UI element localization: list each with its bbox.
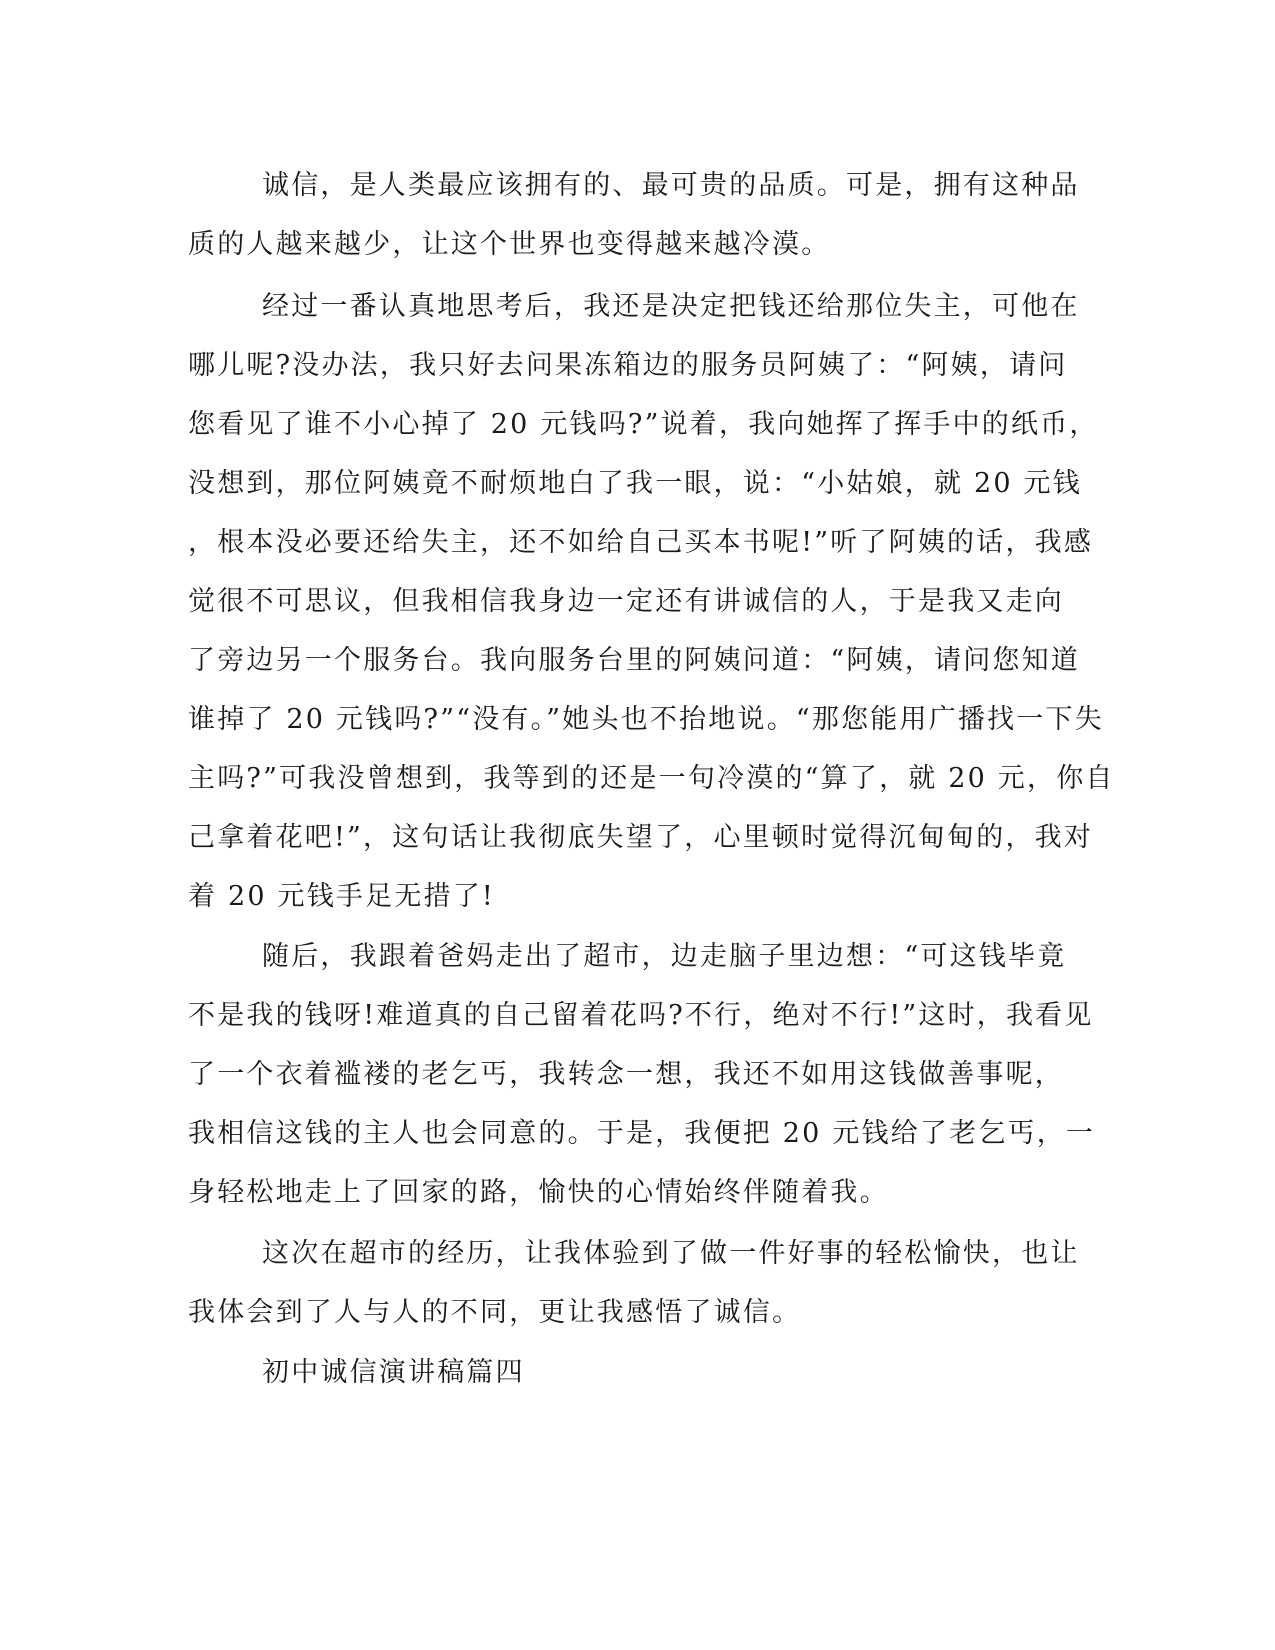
section-heading: 初中诚信演讲稿篇四: [262, 1357, 525, 1388]
paragraph-1-line-1: 诚信，是人类最应该拥有的、最可贵的品质。可是，拥有这种品: [262, 170, 1080, 201]
paragraph-2-line-9: 主吗?”可我没曾想到，我等到的还是一句冷漠的“算了，就 20 元，你自: [188, 763, 1115, 794]
paragraph-4-line-1: 这次在超市的经历，让我体验到了做一件好事的轻松愉快，也让: [262, 1238, 1080, 1269]
paragraph-3-line-1: 随后，我跟着爸妈走出了超市，边走脑子里边想：“可这钱毕竟: [262, 941, 1067, 972]
paragraph-3-line-4: 我相信这钱的主人也会同意的。于是，我便把 20 元钱给了老乞丐，一: [188, 1118, 1096, 1149]
paragraph-2-line-11: 着 20 元钱手足无措了!: [188, 881, 495, 912]
paragraph-2-line-7: 了旁边另一个服务台。我向服务台里的阿姨问道：“阿姨，请问您知道: [188, 645, 1081, 676]
paragraph-2-line-3: 您看见了谁不小心掉了 20 元钱吗?”说着，我向她挥了挥手中的纸币，: [188, 409, 1099, 440]
paragraph-2-line-1: 经过一番认真地思考后，我还是决定把钱还给那位失主，可他在: [262, 291, 1080, 322]
paragraph-2-line-2: 哪儿呢?没办法，我只好去问果冻箱边的服务员阿姨了：“阿姨，请问: [188, 350, 1068, 381]
paragraph-2-line-5: ，根本没必要还给失主，还不如给自己买本书呢!”听了阿姨的话，我感: [188, 527, 1094, 558]
paragraph-2-line-6: 觉很不可思议，但我相信我身边一定还有讲诚信的人，于是我又走向: [188, 586, 1064, 617]
paragraph-2-line-4: 没想到，那位阿姨竟不耐烦地白了我一眼，说：“小姑娘，就 20 元钱: [188, 468, 1082, 499]
paragraph-3-line-3: 了一个衣着褴褛的老乞丐，我转念一想，我还不如用这钱做善事呢，: [188, 1059, 1064, 1090]
paragraph-3-line-5: 身轻松地走上了回家的路，愉快的心情始终伴随着我。: [188, 1177, 889, 1208]
paragraph-2-line-8: 谁掉了 20 元钱吗?”“没有。”她头也不抬地说。“那您能用广播找一下失: [188, 704, 1104, 735]
paragraph-2-line-10: 己拿着花吧!”，这句话让我彻底失望了，心里顿时觉得沉甸甸的，我对: [188, 822, 1094, 853]
paragraph-1-line-2: 质的人越来越少，让这个世界也变得越来越冷漠。: [188, 229, 831, 260]
paragraph-3-line-2: 不是我的钱呀!难道真的自己留着花吗?不行，绝对不行!”这时，我看见: [188, 1000, 1094, 1031]
paragraph-4-line-2: 我体会到了人与人的不同，更让我感悟了诚信。: [188, 1297, 802, 1328]
